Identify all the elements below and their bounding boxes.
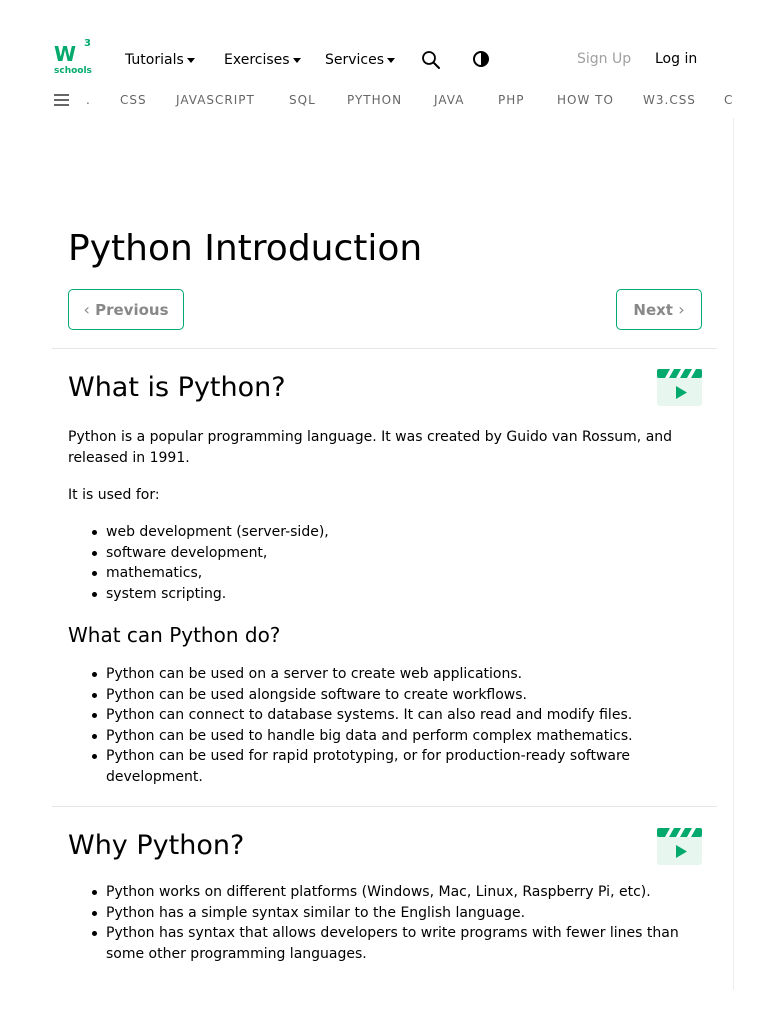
subnav-item-php[interactable]: PHP: [498, 93, 525, 107]
list-item: Python can connect to database systems. It can also read and modify files.: [68, 705, 708, 726]
list-item: software development,: [68, 543, 708, 564]
used-for-label: It is used for:: [68, 487, 160, 503]
why-python-list: [68, 882, 708, 964]
chevron-left-icon: ‹: [83, 300, 90, 319]
hamburger-icon[interactable]: [54, 94, 69, 106]
next-button-label: Next: [633, 300, 673, 319]
logo-superscript: 3: [84, 38, 91, 49]
list-item: Python has syntax that allows developers to write programs with fewer lines than some other programming languages.: [68, 923, 708, 964]
subnav-item-python[interactable]: PYTHON: [347, 93, 403, 107]
why-python-heading: Why Python?: [68, 830, 245, 861]
previous-button[interactable]: [68, 289, 184, 330]
list-item: Python can be used alongside software to create workflows.: [68, 685, 708, 706]
tutorials-menu-label: Tutorials: [125, 52, 184, 68]
list-item: Python works on different platforms (Windows, Mac, Linux, Raspberry Pi, etc).: [68, 882, 708, 903]
subnav-item-sql[interactable]: SQL: [289, 93, 316, 107]
list-item: Python can be used to handle big data and perform complex mathematics.: [68, 726, 708, 747]
caret-down-icon: [187, 58, 195, 63]
services-menu[interactable]: [325, 48, 395, 72]
services-menu-label: Services: [325, 52, 385, 68]
subnav-item-css[interactable]: CSS: [120, 93, 147, 107]
subnav-item-w3css[interactable]: W3.CSS: [643, 93, 696, 107]
list-item: mathematics,: [68, 563, 708, 584]
next-button[interactable]: [616, 289, 702, 330]
exercises-menu-label: Exercises: [224, 52, 290, 68]
list-item: system scripting.: [68, 584, 708, 605]
subnav-item-javascript[interactable]: JAVASCRIPT: [176, 93, 255, 107]
previous-button-label: Previous: [95, 300, 169, 319]
video-icon[interactable]: [657, 369, 702, 406]
page-title: Python Introduction: [68, 228, 423, 269]
list-item: Python can be used on a server to create web applications.: [68, 664, 708, 685]
exercises-menu[interactable]: [224, 48, 301, 72]
logo-mark: W: [54, 42, 76, 66]
caret-down-icon: [387, 58, 395, 63]
section-divider: [52, 806, 717, 807]
subnav-item-how-to[interactable]: HOW TO: [557, 93, 614, 107]
content-divider: [733, 118, 734, 990]
sign-up-link[interactable]: Sign Up: [577, 51, 632, 67]
subnav-item-c[interactable]: C: [724, 93, 734, 107]
log-in-link[interactable]: Log in: [655, 51, 698, 67]
chevron-right-icon: ›: [678, 300, 685, 319]
list-item: Python can be used for rapid prototyping, or for production-ready software development.: [68, 746, 708, 787]
section-divider: [52, 348, 717, 349]
what-is-python-heading: What is Python?: [68, 372, 286, 403]
list-item: Python has a simple syntax similar to the English language.: [68, 903, 708, 924]
subject-nav: [0, 88, 768, 114]
can-do-list: [68, 664, 708, 787]
caret-down-icon: [293, 58, 301, 63]
tutorials-menu[interactable]: [125, 48, 195, 72]
what-can-python-do-heading: What can Python do?: [68, 623, 281, 647]
video-icon[interactable]: [657, 828, 702, 865]
python-intro-paragraph: Python is a popular programming language. It was created by Guido van Rossum, and released in 1991.: [68, 429, 673, 466]
logo-text: schools: [54, 66, 92, 76]
search-icon[interactable]: [421, 50, 441, 70]
w3schools-logo[interactable]: [54, 40, 94, 78]
contrast-icon[interactable]: [472, 50, 490, 68]
uses-list: [68, 522, 708, 604]
subnav-item-java[interactable]: JAVA: [434, 93, 465, 107]
subnav-item-html[interactable]: .: [86, 93, 91, 107]
list-item: web development (server-side),: [68, 522, 708, 543]
